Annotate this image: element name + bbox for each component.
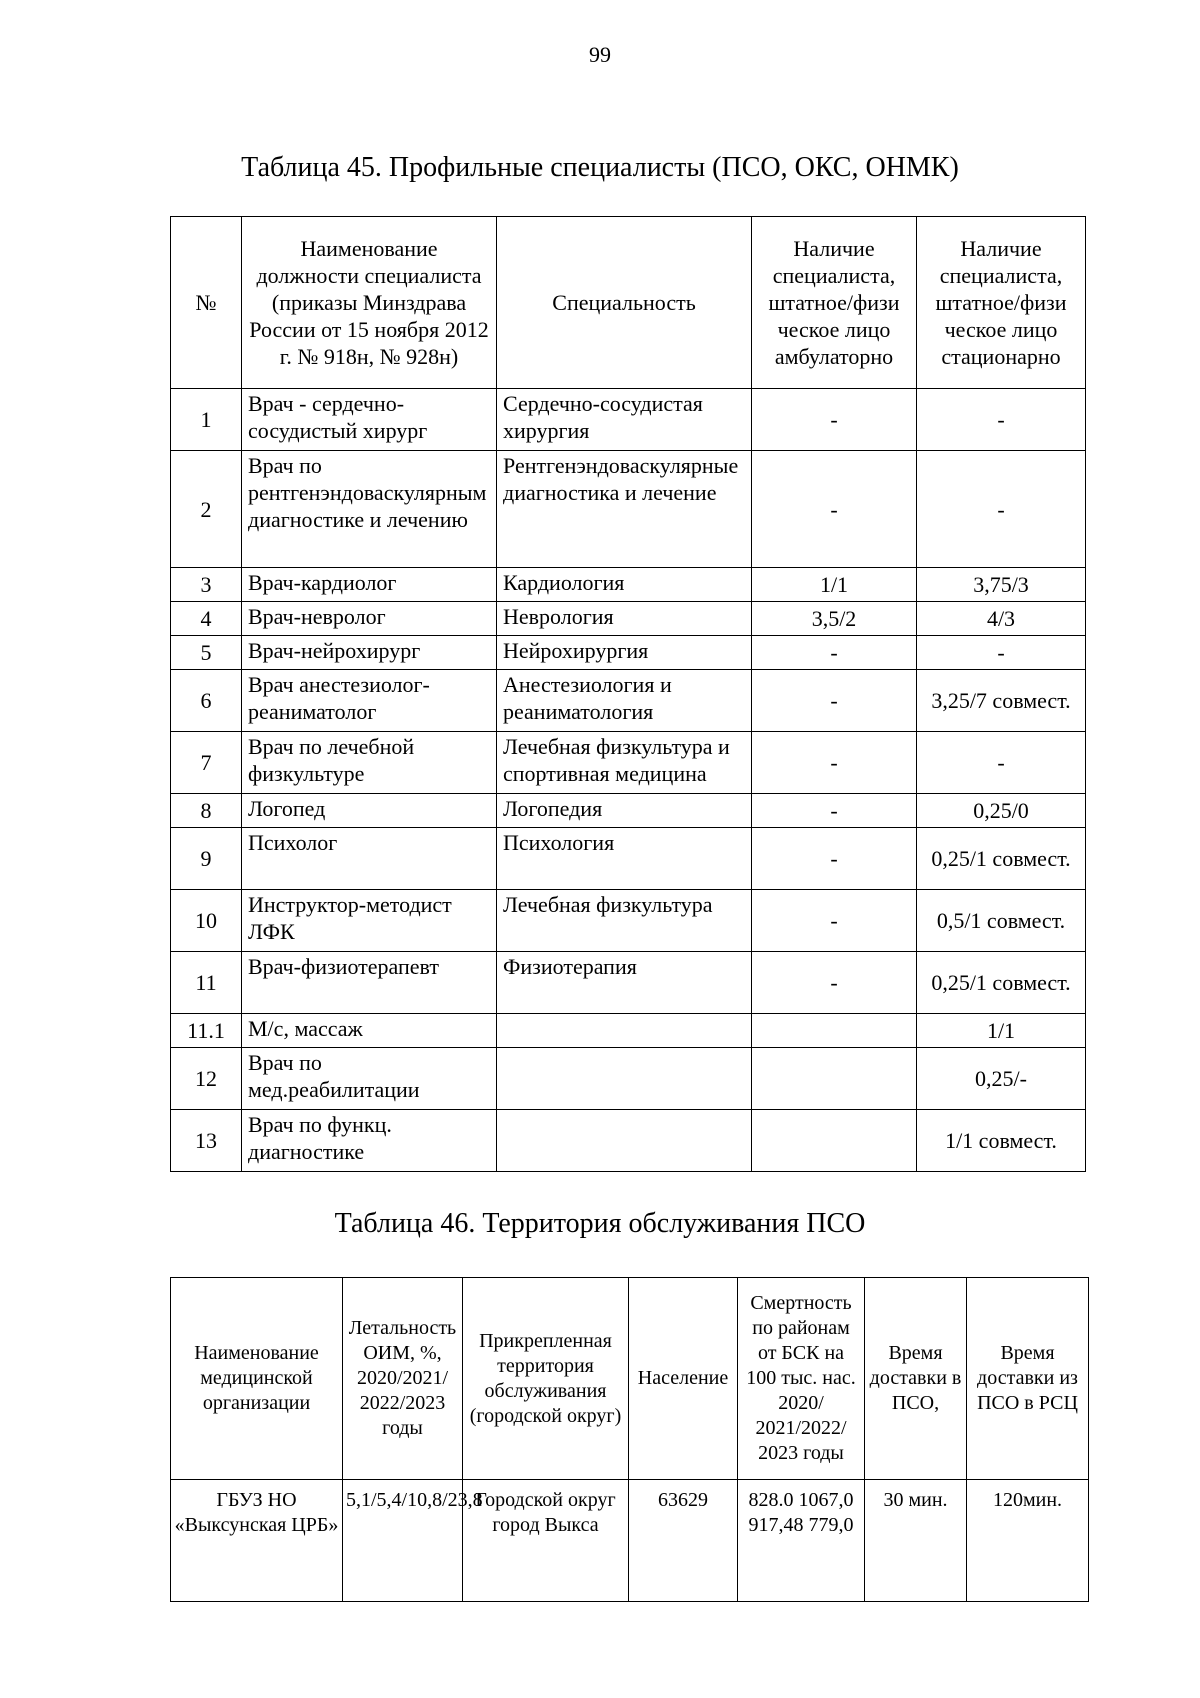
cell-ambulatory: -: [752, 828, 917, 890]
cell-num: 6: [171, 670, 242, 732]
cell-inpatient: 1/1 совмест.: [917, 1110, 1086, 1172]
cell-specialty: Физиотерапия: [497, 952, 752, 1014]
cell-inpatient: -: [917, 636, 1086, 670]
cell-specialty: Нейрохирургия: [497, 636, 752, 670]
cell-position: М/с, массаж: [242, 1014, 497, 1048]
cell-inpatient: 0,25/1 совмест.: [917, 828, 1086, 890]
cell-specialty: Рентгенэндоваскулярные диагностика и лечение: [497, 451, 752, 568]
header-territory: Прикрепленная территория обслуживания (городской округ): [463, 1278, 629, 1480]
table-46-header-row: [171, 1278, 1089, 1480]
table-row: [171, 890, 1086, 952]
table-row: [171, 732, 1086, 794]
cell-ambulatory: 3,5/2: [752, 602, 917, 636]
cell-inpatient: 4/3: [917, 602, 1086, 636]
cell-num: 3: [171, 568, 242, 602]
header-mortality-oim: Летальность ОИМ, %, 2020/2021/ 2022/2023 годы: [343, 1278, 463, 1480]
header-position: Наименование должности специалиста (приказы Минздрава России от 15 ноября 2012 г. № 918н, № 928н): [242, 217, 497, 389]
cell-inpatient: -: [917, 451, 1086, 568]
cell-ambulatory: -: [752, 389, 917, 451]
cell-inpatient: 3,75/3: [917, 568, 1086, 602]
table-45-body: [171, 389, 1086, 1172]
table-row: [171, 568, 1086, 602]
cell-num: 8: [171, 794, 242, 828]
table-45-title: Таблица 45. Профильные специалисты (ПСО, ОКС, ОНМК): [241, 152, 959, 183]
cell-specialty: Сердечно-сосудистая хирургия: [497, 389, 752, 451]
cell-position: Врач-нейрохирург: [242, 636, 497, 670]
header-delivery-pso: Время доставки в ПСО,: [865, 1278, 967, 1480]
cell-specialty: Лечебная физкультура и спортивная медицина: [497, 732, 752, 794]
cell-num: 1: [171, 389, 242, 451]
table-row: [171, 636, 1086, 670]
cell-delivery-pso: 30 мин.: [865, 1480, 967, 1602]
cell-num: 4: [171, 602, 242, 636]
cell-inpatient: 0,5/1 совмест.: [917, 890, 1086, 952]
cell-ambulatory: [752, 1014, 917, 1048]
header-delivery-rsc: Время доставки из ПСО в РСЦ: [967, 1278, 1089, 1480]
cell-num: 10: [171, 890, 242, 952]
cell-num: 11: [171, 952, 242, 1014]
cell-ambulatory: -: [752, 890, 917, 952]
cell-ambulatory: [752, 1048, 917, 1110]
cell-inpatient: -: [917, 389, 1086, 451]
cell-mortality-bsk: 828.0 1067,0 917,48 779,0: [738, 1480, 865, 1602]
cell-position: Врач анестезиолог-реаниматолог: [242, 670, 497, 732]
cell-delivery-rsc: 120мин.: [967, 1480, 1089, 1602]
cell-position: Врач-невролог: [242, 602, 497, 636]
cell-inpatient: -: [917, 732, 1086, 794]
table-row: [171, 1480, 1089, 1602]
table-46-pso-service-territory: [170, 1277, 1089, 1602]
header-population: Население: [629, 1278, 738, 1480]
cell-ambulatory: -: [752, 636, 917, 670]
table-row: [171, 1110, 1086, 1172]
table-row: [171, 1048, 1086, 1110]
header-inpatient: Наличие специалиста, штатное/физи ческое лицо стационарно: [917, 217, 1086, 389]
table-row: [171, 1014, 1086, 1048]
cell-specialty: [497, 1014, 752, 1048]
cell-specialty: Кардиология: [497, 568, 752, 602]
cell-ambulatory: [752, 1110, 917, 1172]
cell-population: 63629: [629, 1480, 738, 1602]
cell-num: 13: [171, 1110, 242, 1172]
cell-inpatient: 3,25/7 совмест.: [917, 670, 1086, 732]
cell-ambulatory: -: [752, 732, 917, 794]
cell-specialty: Лечебная физкультура: [497, 890, 752, 952]
table-row: [171, 828, 1086, 890]
cell-num: 2: [171, 451, 242, 568]
cell-position: Психолог: [242, 828, 497, 890]
cell-specialty: Анестезиология и реаниматология: [497, 670, 752, 732]
cell-ambulatory: -: [752, 794, 917, 828]
cell-position: Врач-кардиолог: [242, 568, 497, 602]
cell-num: 5: [171, 636, 242, 670]
cell-specialty: [497, 1110, 752, 1172]
table-46-body: [171, 1480, 1089, 1602]
header-specialty: Специальность: [497, 217, 752, 389]
cell-ambulatory: -: [752, 451, 917, 568]
table-row: [171, 670, 1086, 732]
header-num: №: [171, 217, 242, 389]
cell-position: Врач по мед.реабилитации: [242, 1048, 497, 1110]
cell-organization: ГБУЗ НО «Выксунская ЦРБ»: [171, 1480, 343, 1602]
cell-num: 11.1: [171, 1014, 242, 1048]
header-organization: Наименование медицинской организации: [171, 1278, 343, 1480]
table-row: [171, 794, 1086, 828]
header-ambulatory: Наличие специалиста, штатное/физи ческое лицо амбулаторно: [752, 217, 917, 389]
cell-position: Врач по рентгенэндоваскулярным диагностике и лечению: [242, 451, 497, 568]
cell-inpatient: 0,25/-: [917, 1048, 1086, 1110]
cell-ambulatory: -: [752, 670, 917, 732]
table-row: [171, 602, 1086, 636]
page-number: 99: [589, 42, 611, 67]
cell-position: Врач по лечебной физкультуре: [242, 732, 497, 794]
cell-ambulatory: 1/1: [752, 568, 917, 602]
cell-inpatient: 0,25/0: [917, 794, 1086, 828]
table-45-profile-specialists: [170, 216, 1086, 1172]
table-row: [171, 451, 1086, 568]
cell-specialty: [497, 1048, 752, 1110]
cell-num: 7: [171, 732, 242, 794]
table-row: [171, 952, 1086, 1014]
cell-num: 12: [171, 1048, 242, 1110]
cell-territory: Городской округ город Выкса: [463, 1480, 629, 1602]
cell-position: Логопед: [242, 794, 497, 828]
table-45-header-row: [171, 217, 1086, 389]
table-row: [171, 389, 1086, 451]
cell-position: Инструктор-методист ЛФК: [242, 890, 497, 952]
cell-position: Врач по функц. диагностике: [242, 1110, 497, 1172]
cell-ambulatory: -: [752, 952, 917, 1014]
cell-specialty: Неврология: [497, 602, 752, 636]
cell-mortality-oim: 5,1/5,4/10,8/23,8: [343, 1480, 463, 1602]
cell-inpatient: 1/1: [917, 1014, 1086, 1048]
cell-inpatient: 0,25/1 совмест.: [917, 952, 1086, 1014]
header-mortality-bsk: Смертность по районам от БСК на 100 тыс. нас. 2020/ 2021/2022/ 2023 годы: [738, 1278, 865, 1480]
cell-specialty: Логопедия: [497, 794, 752, 828]
cell-position: Врач - сердечно-сосудистый хирург: [242, 389, 497, 451]
cell-position: Врач-физиотерапевт: [242, 952, 497, 1014]
table-46-title: Таблица 46. Территория обслуживания ПСО: [334, 1208, 866, 1239]
cell-num: 9: [171, 828, 242, 890]
cell-specialty: Психология: [497, 828, 752, 890]
